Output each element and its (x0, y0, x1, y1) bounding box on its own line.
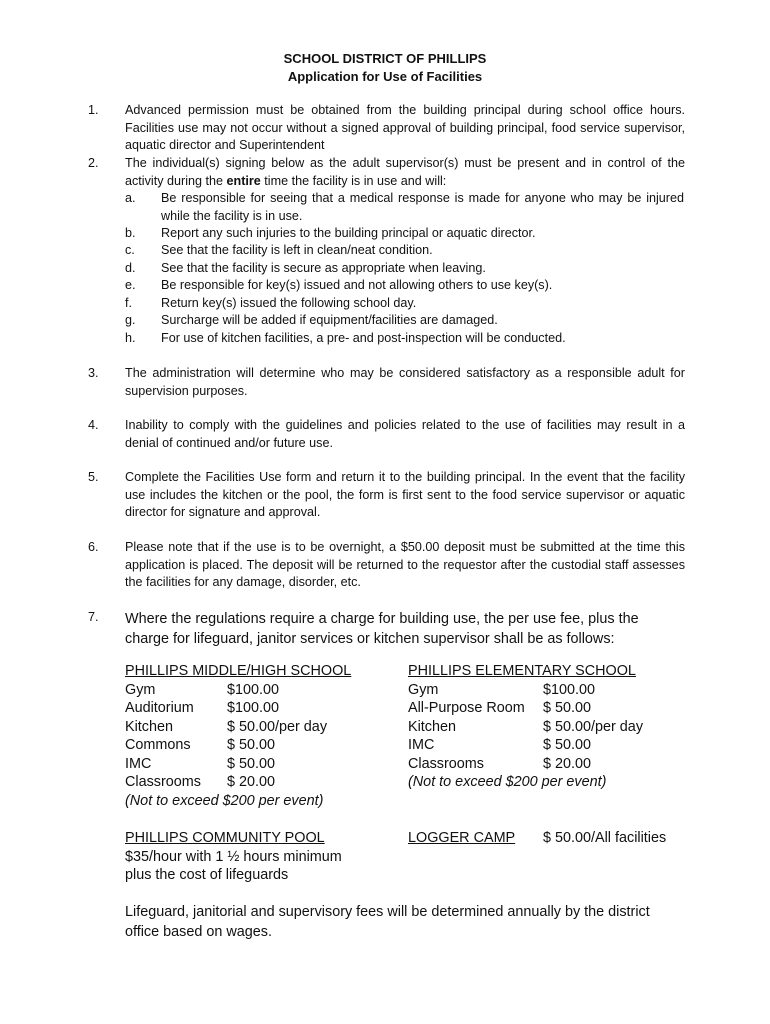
fee-price: $ 50.00/per day (543, 718, 644, 735)
sub-item-letter: g. (125, 313, 136, 327)
item-text: Complete the Facilities Use form and return it to the building principal. In the event that the facility use includes the kitchen or the pool, the form is first sent to the food service supervisor or aquatic director for signature and approval. (125, 470, 685, 520)
fee-facility: Kitchen (125, 718, 173, 735)
sub-item-letter: b. (125, 226, 136, 240)
fee-facility: Kitchen (408, 718, 456, 735)
fee-price: $ 50.00 (227, 737, 276, 753)
item-text: Please note that if the use is to be overnight, a $50.00 deposit must be submitted at the time this application is placed. The deposit will be returned to the requestor after the custodial staff assesses the facilities for any damage, disorder, etc. (125, 540, 685, 590)
sub-item-text: See that the facility is left in clean/neat condition. (161, 243, 433, 257)
fee-price: $ 20.00 (543, 755, 592, 772)
fee-facility: Gym (125, 681, 156, 698)
fee-facility: All-Purpose Room (408, 700, 525, 716)
sub-item-text: Surcharge will be added if equipment/facilities are damaged. (161, 313, 498, 327)
fee-note: (Not to exceed $200 per event) (408, 774, 607, 790)
fees-heading: PHILLIPS COMMUNITY POOL (125, 830, 325, 846)
fee-price: $ 20.00 (227, 774, 276, 790)
sub-item-letter: f. (125, 296, 132, 310)
document-subtitle: Application for Use of Facilities (287, 69, 483, 84)
fees-heading: LOGGER CAMP (408, 830, 516, 846)
fees-heading: PHILLIPS ELEMENTARY SCHOOL (408, 663, 636, 679)
document-title: SCHOOL DISTRICT OF PHILLIPS (283, 51, 487, 66)
item-text: Where the regulations require a charge for building use, the per use fee, plus the charge for lifeguard, janitor services or kitchen supervisor shall be as follows: (125, 611, 639, 647)
fees-community-pool (125, 829, 395, 885)
sub-item-text: See that the facility is secure as appropriate when leaving. (161, 261, 486, 275)
fee-price: $ 50.00 (543, 737, 592, 753)
fee-price: $ 50.00/per day (227, 718, 328, 735)
emphasis-text: entire (226, 173, 261, 188)
sub-item-text: Return key(s) issued the following school day. (161, 296, 417, 310)
sub-item-letter: e. (125, 278, 136, 292)
item-text: Advanced permission must be obtained from the building principal during school office hours. Facilities use may not occur without a signed approval of building principal, food service supervisor, aquatic director and Superintendent (125, 103, 685, 153)
fees-logger-camp (408, 829, 708, 848)
fee-row (408, 699, 698, 718)
fee-facility: IMC (125, 755, 152, 772)
sub-item-letter: c. (125, 243, 135, 257)
fee-row (125, 755, 395, 774)
fees-middle-high-school (125, 662, 395, 810)
sub-item-letter: a. (125, 191, 136, 205)
fee-price: $ 50.00 (227, 755, 276, 772)
fee-row (125, 736, 395, 755)
item-number: 1. (88, 103, 99, 117)
fee-row (125, 699, 395, 718)
fee-row (125, 681, 395, 700)
sub-item-letter: d. (125, 261, 136, 275)
fees-elementary-school (408, 662, 698, 792)
item-number: 7. (88, 610, 99, 624)
item-number: 6. (88, 540, 99, 554)
fee-facility: Classrooms (125, 774, 201, 790)
fee-row (408, 736, 698, 755)
fee-facility: Gym (408, 681, 439, 698)
item-number: 5. (88, 470, 99, 484)
sub-item-text: Report any such injuries to the building principal or aquatic director. (161, 226, 536, 240)
item-text: The administration will determine who may be considered satisfactory as a responsible adult for supervision purposes. (125, 366, 685, 398)
item-number: 4. (88, 418, 99, 432)
item-text: Inability to comply with the guidelines and policies related to the use of facilities may result in a denial of continued and/or future use. (125, 418, 685, 450)
fee-price: $ 50.00 (543, 700, 592, 716)
fee-row (408, 681, 698, 700)
fee-facility: Classrooms (408, 755, 484, 772)
fee-facility: IMC (408, 737, 435, 753)
fees-heading: PHILLIPS MIDDLE/HIGH SCHOOL (125, 663, 352, 679)
pool-rate-line: plus the cost of lifeguards (125, 867, 289, 883)
item-number: 2. (88, 156, 99, 170)
fee-price: $100.00 (227, 681, 280, 698)
item-text-part: time the facility is in use and will: (260, 173, 447, 188)
item-number: 3. (88, 366, 99, 380)
fee-row (125, 773, 395, 792)
fee-row (408, 755, 698, 774)
fee-row (125, 718, 395, 737)
fee-facility: Commons (125, 737, 191, 753)
item-text (125, 155, 685, 190)
fee-facility: Auditorium (125, 700, 194, 716)
pool-rate-line: $35/hour with 1 ½ hours minimum (125, 848, 342, 865)
item-text-part: The individual(s) signing below as the adult supervisor(s) must be present and in control of the activity during the (125, 156, 685, 188)
fee-price: $100.00 (227, 700, 280, 716)
fee-note: (Not to exceed $200 per event) (125, 792, 324, 809)
footer-note: Lifeguard, janitorial and supervisory fees will be determined annually by the district office based on wages. (125, 904, 650, 940)
sub-item-text: For use of kitchen facilities, a pre- and post-inspection will be conducted. (161, 331, 566, 345)
fee-price: $100.00 (543, 681, 596, 698)
sub-item-letter: h. (125, 331, 136, 345)
sub-item-text: Be responsible for seeing that a medical response is made for anyone who may be injured while the facility is in use. (161, 191, 684, 223)
fee-price: $ 50.00/All facilities (543, 830, 667, 846)
sub-item-text: Be responsible for key(s) issued and not allowing others to use key(s). (161, 278, 553, 292)
fee-row (408, 718, 698, 737)
fee-row (408, 829, 708, 848)
